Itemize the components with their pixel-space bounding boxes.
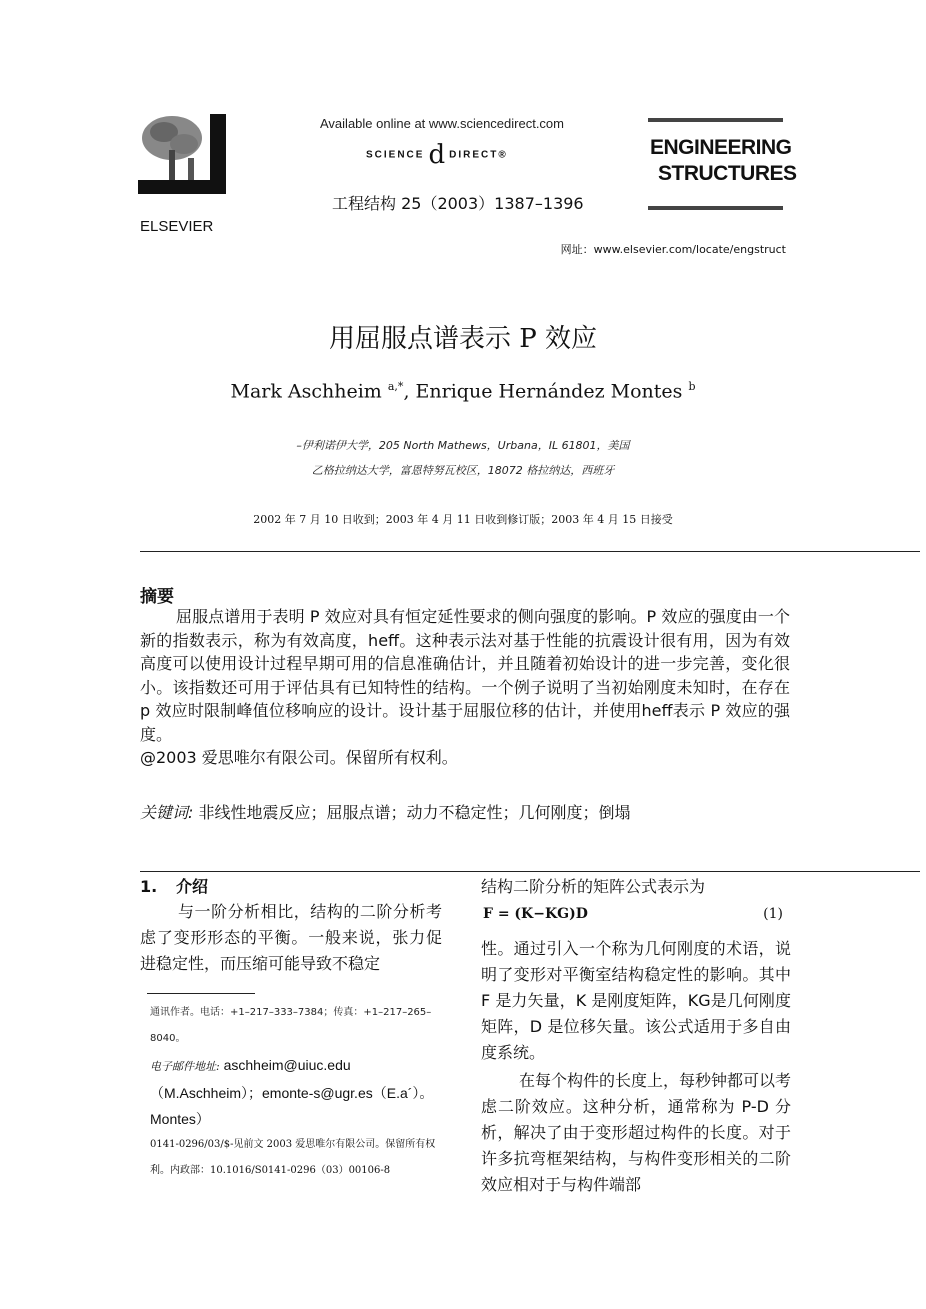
equation-row [481,900,791,934]
publisher-name: ELSEVIER [140,218,214,235]
author-1: Mark Aschheim [230,380,382,403]
elsevier-tree-logo [138,114,226,194]
email-label: 电子邮件地址: [150,1060,220,1073]
abstract-body [140,605,790,770]
corresponding-author-note: 通讯作者。电话：+1–217–333–7384；传真：+1–217–265–8040。 [150,1007,432,1044]
issn-doi-note: 0141-0296/03/$-见前文 2003 爱思唯尔有限公司。保留所有权利。内政部：10.1016/S0141-0296（03）00106-8 [150,1139,436,1176]
journal-reference: 工程结构 25（2003）1387–1396 [332,194,584,213]
sciencedirect-logo [366,140,508,170]
abstract-copyright: @2003 爱思唯尔有限公司。保留所有权利。 [140,748,458,767]
author-1-affil: a,* [387,380,404,393]
journal-url: 网址：www.elsevier.com/locate/engstruct [560,243,786,256]
paper-title: 用屈服点谱表示 P 效应 [328,324,598,354]
equation-intro: 结构二阶分析的矩阵公式表示为 [481,877,706,896]
intro-paragraph: 与一阶分析相比，结构的二阶分析考虑了变形形态的平衡。一般来说，张力促进稳定性，而压缩可能导致不稳定 [140,902,442,973]
engineering-structures-logo [648,118,797,212]
right-paragraph-2: 在每个构件的长度上，每秒钟都可以考虑二阶效应。这种分析，通常称为 P-D 分析，解决了由于变形超过构件的长度。对于许多抗弯框架结构，与构件变形相关的二阶效应相对于与构件端部 [481,1071,792,1194]
divider-top [140,551,920,552]
email-addresses: aschheim@uiuc.edu（M.Aschheim）；emonte-s@ugr.es（E.a´）。Montes） [150,1057,434,1127]
right-paragraph-1: 性。通过引入一个称为几何刚度的术语，说明了变形对平衡室结构稳定性的影响。其中 F 是力矢量，K 是刚度矩阵，KG是几何刚度矩阵，D 是位移矢量。该公式适用于多自由度系统。 [481,939,791,1062]
keywords-label: 关键词: [140,803,194,822]
section-heading [140,874,442,897]
author-separator: , [403,380,416,403]
abstract-heading: 摘要 [140,587,174,607]
journal-logo-line2: STRUCTURES [658,162,797,185]
affiliation-a: –伊利诺伊大学，205 North Mathews，Urbana，IL 61801，美国 [296,439,630,452]
journal-logo-line1: ENGINEERING [650,136,792,159]
equation-number: (1) [763,906,783,922]
section-number: 1. [140,877,158,896]
section-title: 介绍 [176,877,209,896]
sd-at-icon: d [428,140,446,170]
left-column [140,874,442,977]
equation: F = (K−KG)D [483,906,588,922]
sd-right-text: DIRECT® [449,149,508,161]
authors [0,380,926,402]
keywords-list: 非线性地震反应；屈服点谱；动力不稳定性；几何刚度；倒塌 [198,803,631,822]
keywords [140,800,631,823]
received-dates: 2002 年 7 月 10 日收到；2003 年 4 月 11 日收到修订版；2003 年 4 月 15 日接受 [253,513,673,526]
sd-left-text: SCIENCE [366,149,425,161]
footnote-divider [147,993,255,994]
divider-bottom [140,871,920,872]
right-column [481,874,791,1198]
abstract-paragraph: 屈服点谱用于表明 P 效应对具有恒定延性要求的侧向强度的影响。P 效应的强度由一个新的指数表示，称为有效高度，heff。这种表示法对基于性能的抗震设计很有用，因为有效高度可以使用设计过程早期可用的信息准确估计，并且随着初始设计的进一步完善，变化很小。该指数还可用于评估具有已知特性的结构。一个例子说明了当初始刚度未知时，在存在 p 效应时限制峰值位移响应的设计。设计基于屈服位移的估计，并使用heff表示 P 效应的强度。 [140,607,790,744]
author-2: Enrique Hernández Montes [415,380,683,403]
author-2-affil: b [688,380,696,393]
available-online-text: Available online at www.sciencedirect.com [320,116,564,131]
footnotes [150,1000,445,1184]
email-note [150,1052,445,1132]
affiliation-b: 乙格拉纳达大学，富恩特努瓦校区，18072 格拉纳达，西班牙 [311,464,615,477]
